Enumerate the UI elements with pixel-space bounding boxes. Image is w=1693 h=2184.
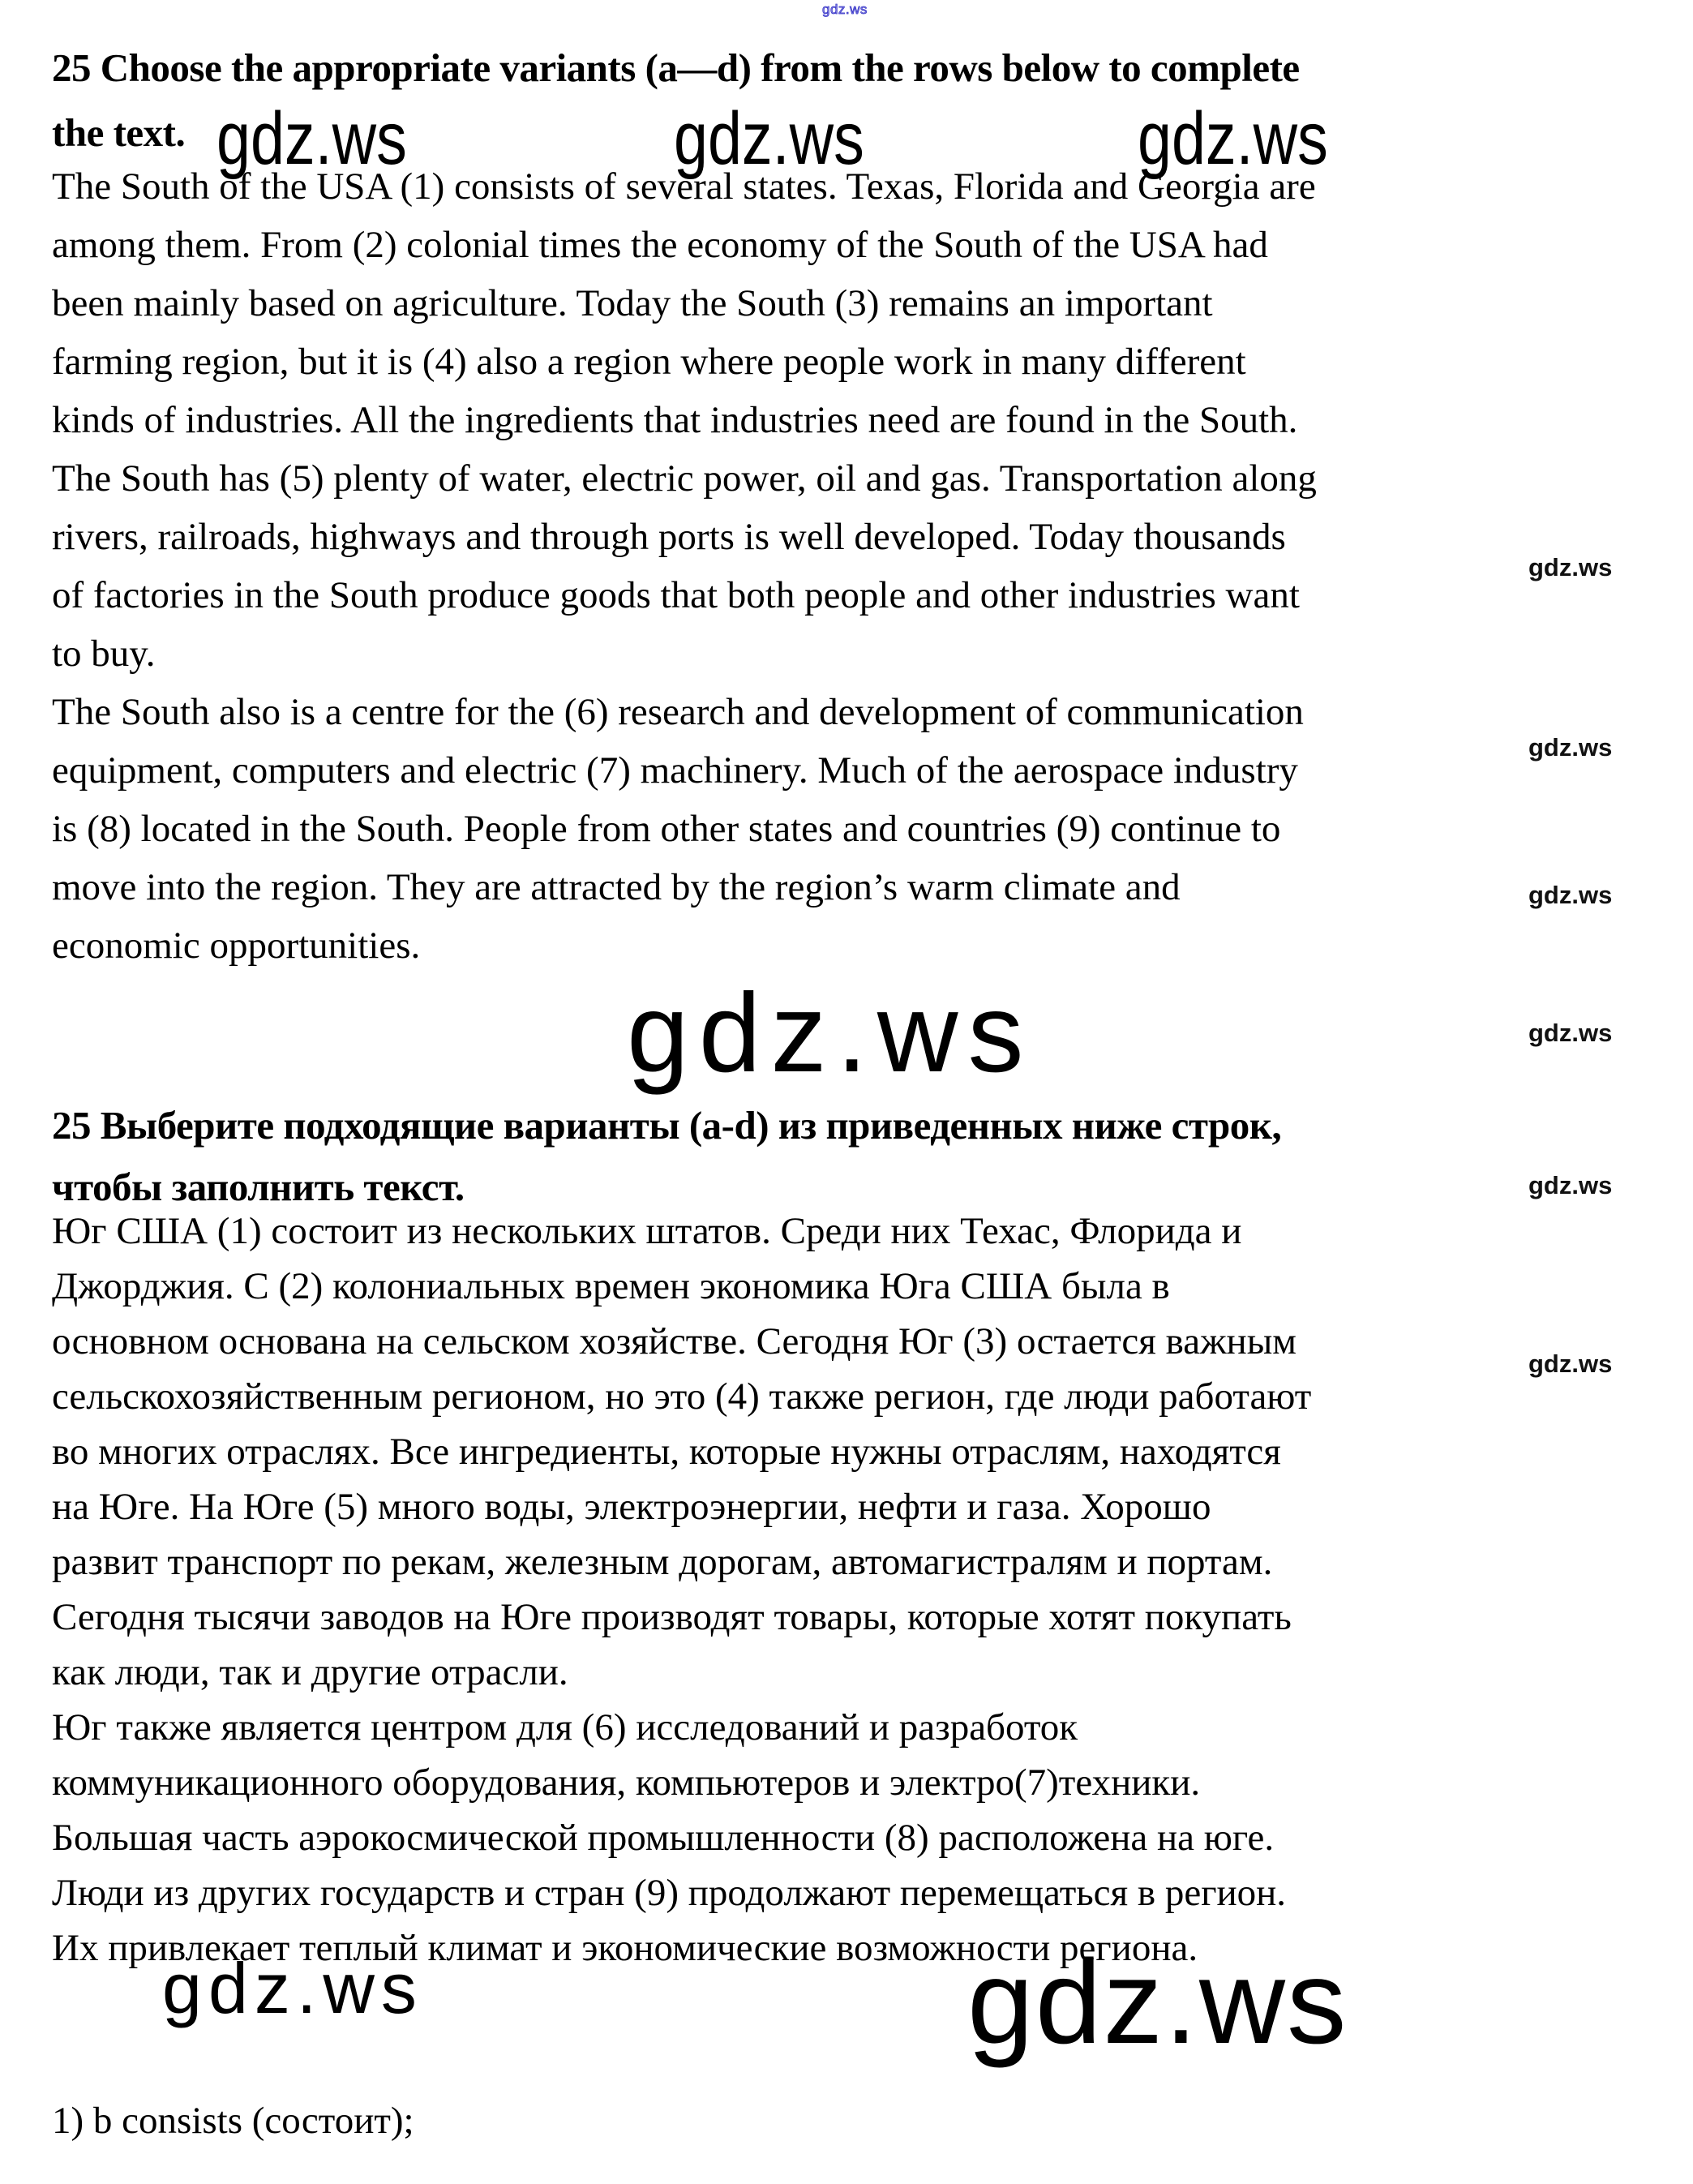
text-line: основном основана на сельском хозяйстве. Сегодня Юг (3) остается важным [52,1320,1297,1362]
watermark-gdz-side-1: gdz.ws [1528,553,1613,581]
watermark-gdz-side-3: gdz.ws [1528,881,1613,909]
task-heading-en-line-2: the text. [52,110,186,155]
text-line: Юг США (1) состоит из нескольких штатов. Среди них Техас, Флорида и [52,1210,1242,1252]
text-line: The South also is a centre for the (6) research and development of communication [52,691,1304,733]
watermark-gdz-side-5: gdz.ws [1528,1171,1613,1199]
text-line: Джорджия. С (2) колониальных времен экономика Юга США была в [52,1265,1170,1307]
watermark-gdz-side-4: gdz.ws [1528,1019,1613,1047]
text-line: как люди, так и другие отрасли. [52,1651,568,1693]
watermark-gdz-heading-1: gdz.ws [216,97,407,180]
task-heading-en [52,36,1300,165]
text-line: rivers, railroads, highways and through ports is well developed. Today thousands [52,516,1286,558]
text-line: The South of the USA (1) consists of several states. Texas, Florida and Georgia are [52,165,1316,208]
watermark-gdz-heading-3: gdz.ws [1138,97,1328,180]
watermark-gdz-bottom-left: gdz.ws [162,1948,423,2028]
text-line: farming region, but it is (4) also a region where people work in many different [52,341,1246,383]
exercise-text-en [52,157,1317,975]
text-line: The South has (5) plenty of water, electric power, oil and gas. Transportation along [52,457,1317,500]
exercise-text-ru [52,1204,1311,1976]
task-heading-en-line-1: 25 Choose the appropriate variants (a—d) from the rows below to complete [52,45,1300,90]
watermark-gdz-heading-2: gdz.ws [674,97,864,180]
text-line: kinds of industries. All the ingredients that industries need are found in the South. [52,399,1298,441]
text-line: Большая часть аэрокосмической промышленности (8) расположена на юге. [52,1817,1275,1859]
text-line: Юг также является центром для (6) исследований и разработок [52,1706,1078,1748]
watermark-gdz-top-icon: gdz.ws [822,2,868,17]
text-line: equipment, computers and electric (7) machinery. Much of the aerospace industry [52,749,1298,792]
text-line: move into the region. They are attracted by the region’s warm climate and [52,866,1181,908]
text-line: among them. From (2) colonial times the economy of the South of the USA had [52,224,1268,266]
task-heading-ru [52,1095,1281,1218]
task-heading-ru-line-2: чтобы заполнить текст. [52,1165,465,1209]
text-line: на Юге. На Юге (5) много воды, электроэнергии, нефти и газа. Хорошо [52,1486,1211,1528]
watermark-gdz-bottom-big: gdz.ws [967,1936,1348,2069]
text-line: to buy. [52,633,156,675]
task-heading-ru-line-1: 25 Выберите подходящие варианты (a-d) из приведенных ниже строк, [52,1103,1282,1148]
text-line: сельскохозяйственным регионом, но это (4) также регион, где люди работают [52,1375,1312,1418]
text-line: is (8) located in the South. People from other states and countries (9) continue to [52,808,1281,850]
text-line: развит транспорт по рекам, железным дорогам, автомагистралям и портам. [52,1541,1273,1583]
text-line: Их привлекает теплый климат и экономические возможности региона. [52,1927,1198,1969]
text-line: коммуникационного оборудования, компьютеров и электро(7)техники. [52,1761,1201,1804]
watermark-gdz-middle: gdz.ws [627,971,1034,1096]
watermark-gdz-side-2: gdz.ws [1528,733,1613,762]
text-line: Люди из других государств и стран (9) продолжают перемещаться в регион. [52,1872,1287,1914]
answer-line-1: 1) b consists (состоит); [52,2100,414,2142]
text-line: been mainly based on agriculture. Today the South (3) remains an important [52,282,1213,324]
text-line: Сегодня тысячи заводов на Юге производят товары, которые хотят покупать [52,1596,1292,1638]
watermark-gdz-side-6: gdz.ws [1528,1349,1613,1378]
text-line: во многих отраслях. Все ингредиенты, которые нужны отраслям, находятся [52,1431,1281,1473]
text-line: of factories in the South produce goods that both people and other industries want [52,574,1300,616]
text-line: economic opportunities. [52,925,421,967]
